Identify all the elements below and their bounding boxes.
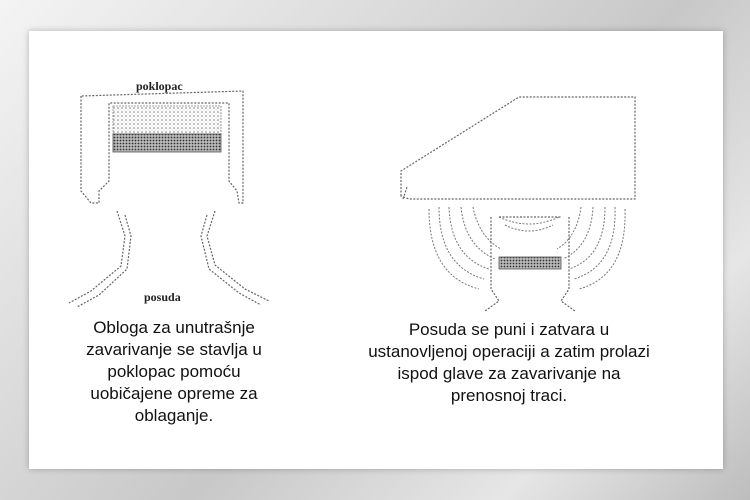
left-caption-line: oblaganje. (134, 406, 214, 425)
left-caption-line: uobičajene opreme za (90, 384, 258, 403)
sealing-head-shape (401, 97, 635, 199)
liner-dark-layer (113, 134, 221, 152)
seal-liner-layer (499, 257, 561, 269)
liner-dotted-layer (113, 106, 221, 134)
container-label: posuda (144, 290, 181, 304)
right-caption-line: prenosnoj traci. (450, 386, 568, 405)
figure-card (29, 31, 723, 469)
left-caption (49, 317, 299, 427)
right-caption-line: ispod glave za zavarivanje na (397, 364, 621, 383)
right-caption (329, 319, 689, 407)
left-caption-line: Obloga za unutrašnje (93, 318, 255, 337)
left-caption-line: zavarivanje se stavlja u (86, 340, 262, 359)
left-caption-line: poklopac pomoću (107, 362, 241, 381)
right-caption-line: Posuda se puni i zatvara u (408, 320, 610, 339)
induction-field-arcs (429, 207, 625, 289)
right-caption-line: ustanovljenoj operaciji a zatim prolazi (368, 342, 650, 361)
lid-label: poklopac (136, 79, 183, 93)
